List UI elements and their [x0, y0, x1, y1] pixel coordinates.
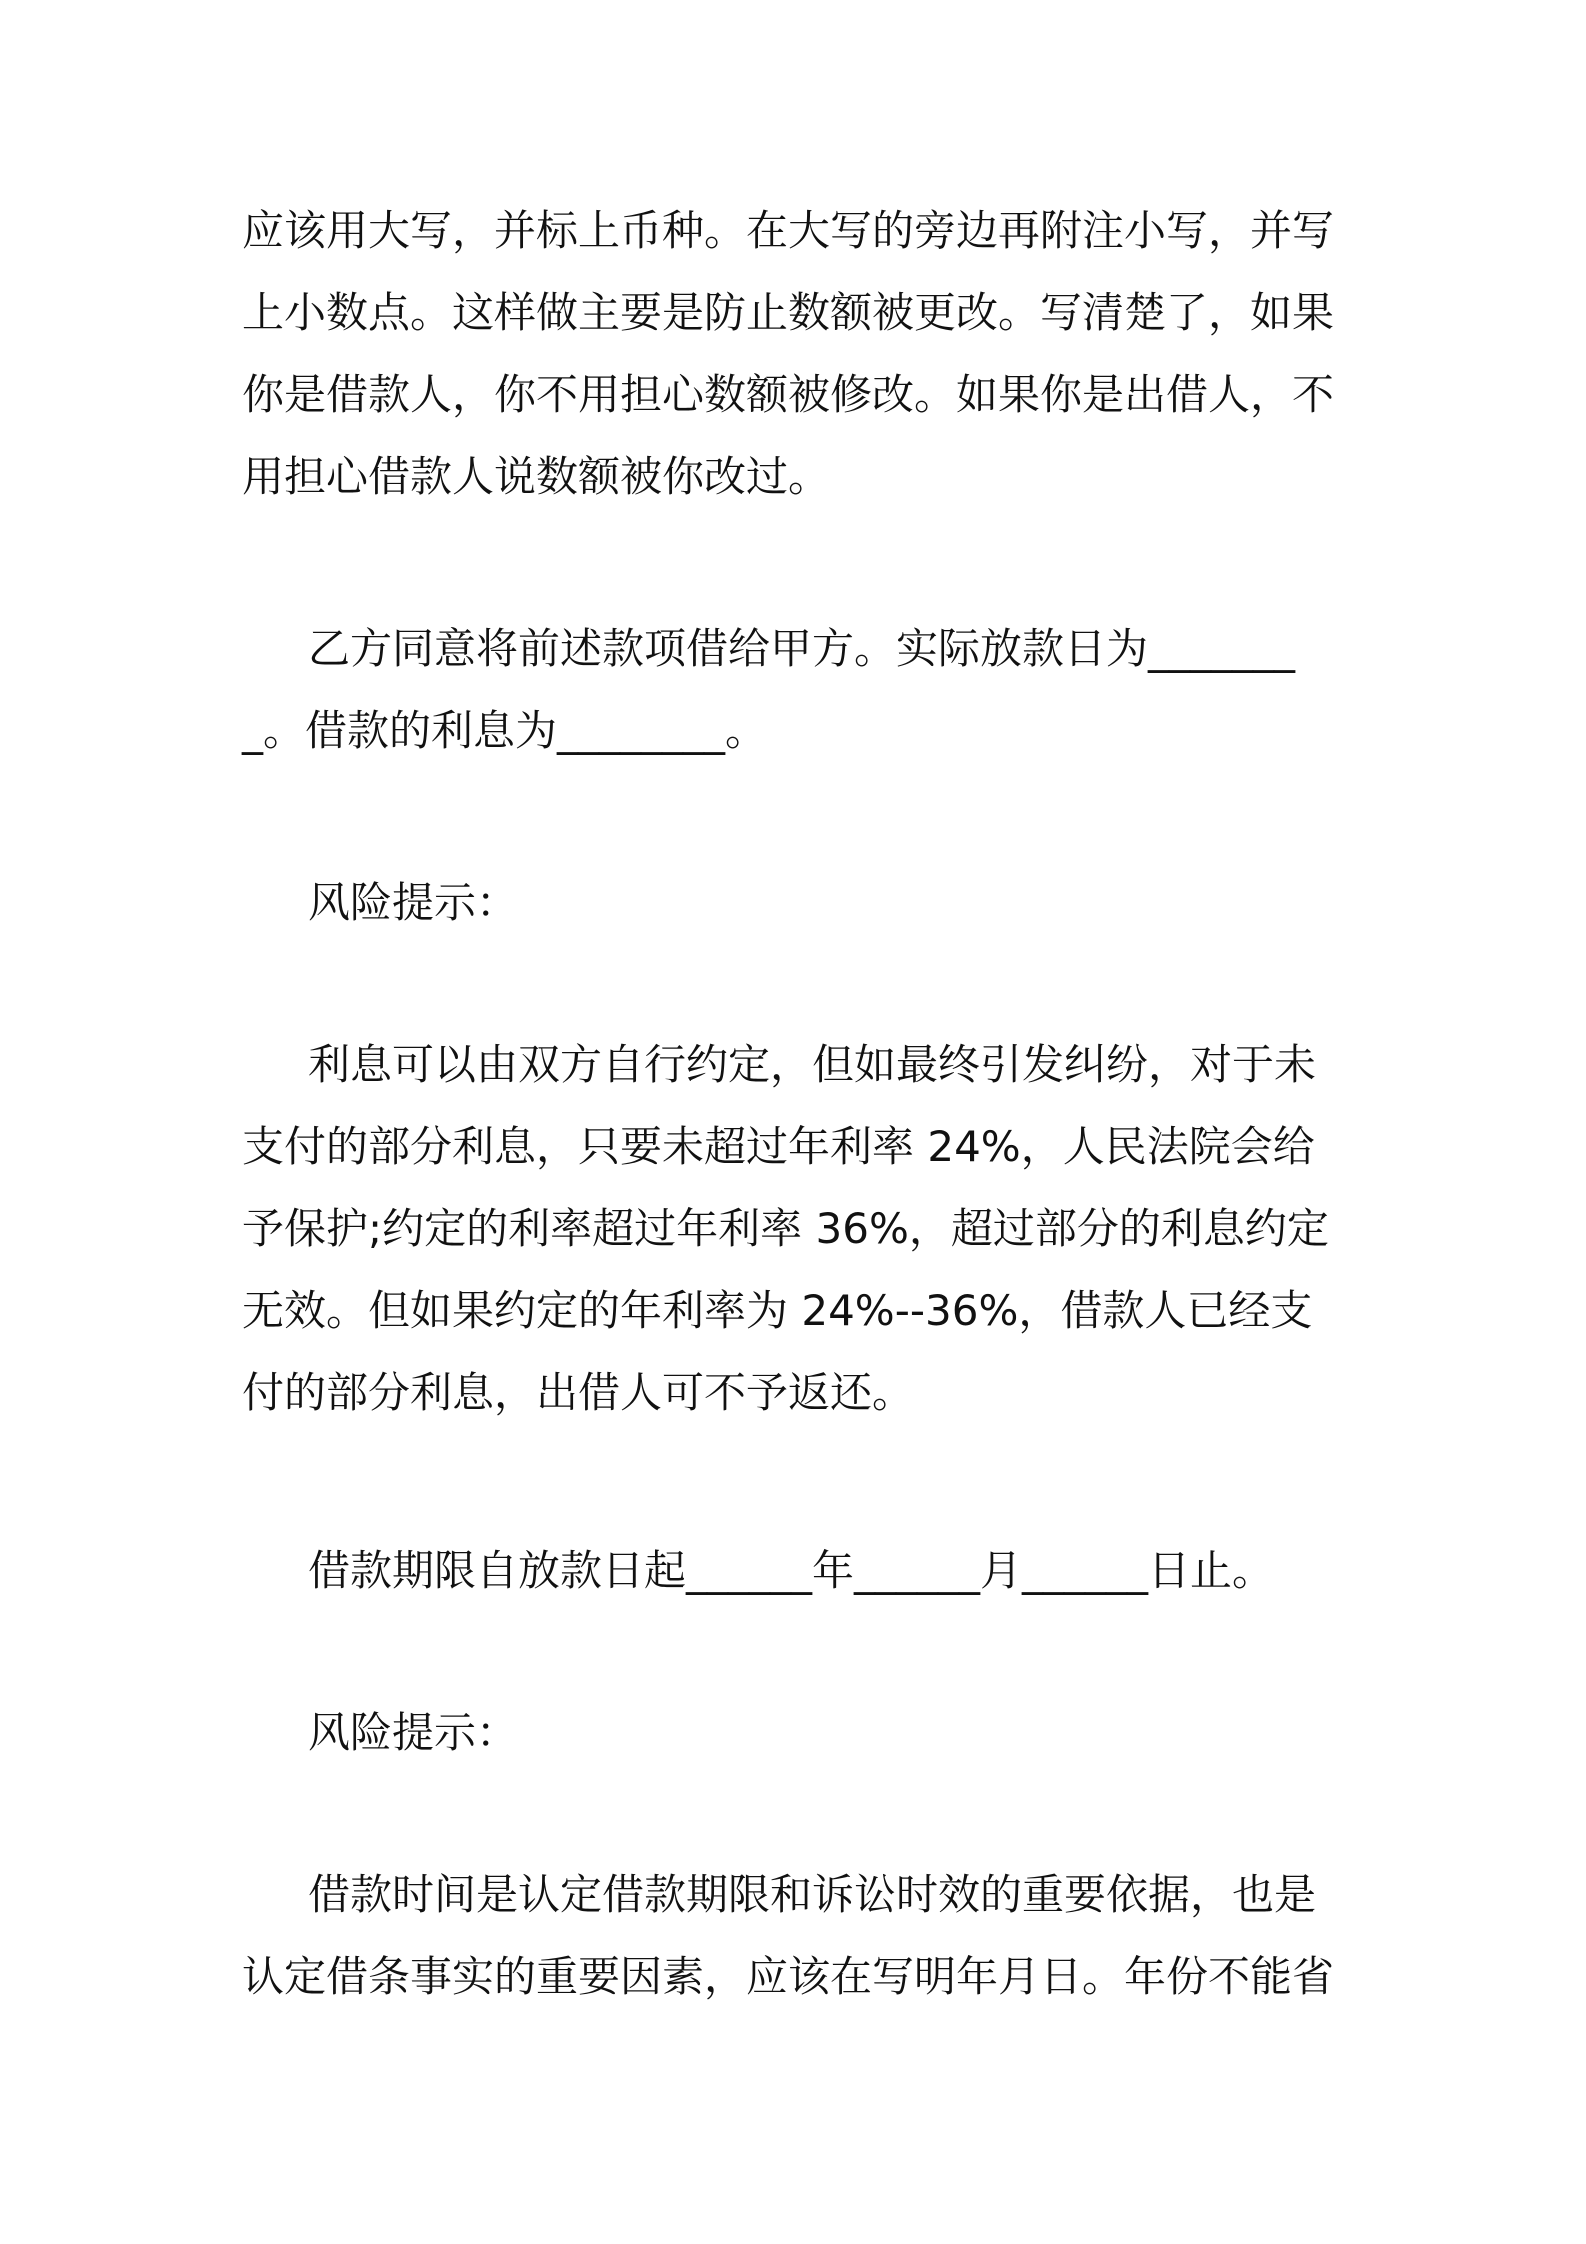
risk-heading-1: 风险提示：: [308, 878, 519, 927]
paragraph-amount-writing: 应该用大写，并标上币种。在大写的旁边再附注小写，并写上小数点。这样做主要是防止数额被更改。写清楚了，如果你是借款人，你不用担心数额被修改。如果你是出借人，不用担心借款人说数额被你改过。: [242, 206, 1335, 501]
risk-heading-2: 风险提示：: [308, 1708, 519, 1757]
paragraph-loan-date-risk: 借款时间是认定借款期限和诉讼时效的重要依据，也是认定借条事实的重要因素，应该在写明年月日。年份不能省: [242, 1870, 1335, 2001]
paragraph-loan-term: 借款期限自放款日起______年______月______日止。: [308, 1546, 1275, 1595]
paragraph-loan-release: 乙方同意将前述款项借给甲方。实际放款日为________。借款的利息为________。: [242, 624, 1296, 755]
paragraph-interest-risk: 利息可以由双方自行约定，但如最终引发纠纷，对于未支付的部分利息，只要未超过年利率 24%，人民法院会给予保护;约定的利率超过年利率 36%，超过部分的利息约定无效。但如果约定的年利率为 24%--36%，借款人已经支付的部分利息，出借人可不予返还。: [242, 1040, 1329, 1417]
